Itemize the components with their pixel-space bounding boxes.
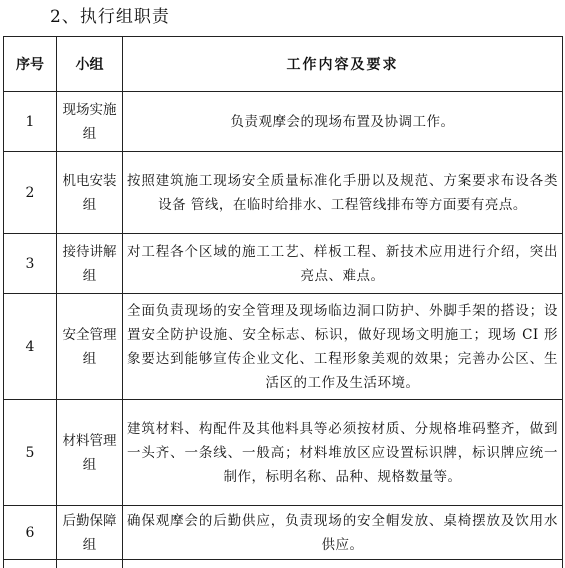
duties-table [3,36,563,568]
row-no: 4 [4,294,57,400]
row-group: 材料管理组 [57,400,123,506]
row-no: 6 [4,506,57,560]
row-content: 对工程各个区域的施工工艺、样板工程、新技术应用进行介绍，突出亮点、难点。 [123,234,563,294]
table-row [4,506,563,560]
row-group: 安全管理组 [57,294,123,400]
row-no: 1 [4,92,57,152]
header-group: 小组 [57,37,123,92]
row-content: 按照建筑施工现场安全质量标准化手册以及规范、方案要求布设各类设备 管线，在临时给排水、工程管线排布等方面要有亮点。 [123,152,563,234]
table-row [4,400,563,506]
header-content: 工作内容及要求 [123,37,563,92]
row-group: 后勤保障组 [57,506,123,560]
row-content: 负责观摩会的现场布置及协调工作。 [123,92,563,152]
row-no: 3 [4,234,57,294]
row-group: 现场实施组 [57,92,123,152]
row-content: 全面负责现场的安全管理及现场临边洞口防护、外脚手架的搭设；设置安全防护设施、安全标志、标识，做好现场文明施工；现场 CI 形象要达到能够宣传企业文化、工程形象美观的效果；完善办公区、生活区的工作及生活环境。 [123,294,563,400]
table-row [4,152,563,234]
table-row [4,234,563,294]
row-content: 确保观摩会的后勤供应，负责现场的安全帽发放、桌椅摆放及饮用水供应。 [123,506,563,560]
section-heading: 2、执行组职责 [50,7,170,27]
row-group: 机电安装组 [57,152,123,234]
row-no: 5 [4,400,57,506]
row-group: 接待讲解组 [57,234,123,294]
table-row-cut [4,560,563,568]
row-content: 建筑材料、构配件及其他料具等必须按材质、分规格堆码整齐，做到一头齐、一条线、一般高；材料堆放区应设置标识牌，标识牌应统一制作，标明名称、品种、规格数量等。 [123,400,563,506]
table-header-row [4,37,563,92]
table-row [4,294,563,400]
table-row [4,92,563,152]
header-no: 序号 [4,37,57,92]
row-no: 2 [4,152,57,234]
